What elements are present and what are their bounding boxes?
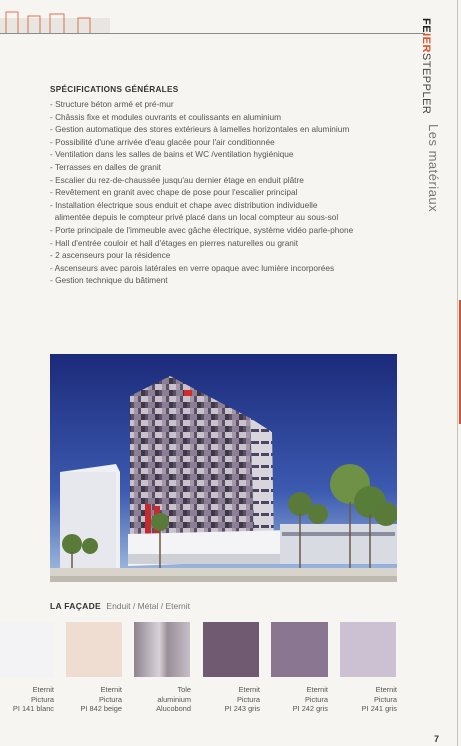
material-label [131, 685, 191, 714]
header-rule [0, 33, 425, 34]
material-swatch [134, 622, 190, 677]
material-line: PI 243 gris [224, 704, 260, 714]
list-item: - Hall d'entrée couloir et hall d'étages en pierres naturelles ou granit [50, 237, 299, 248]
material-line: Pictura [373, 694, 397, 704]
brand-part-3: STEPPLER [420, 52, 432, 115]
material-line: aluminium [157, 694, 191, 704]
facade-heading [50, 601, 190, 611]
material-line: Eternit [238, 685, 260, 694]
list-item: - Porte principale de l'immeuble avec gâche électrique, système vidéo parle-phone [50, 224, 354, 235]
specifications-list [50, 98, 410, 287]
specifications-section [50, 85, 410, 287]
brand-part-2: IER [420, 33, 432, 53]
material-line: PI 141 blanc [12, 704, 54, 714]
material-line: PI 242 gris [292, 704, 328, 714]
material-label [0, 685, 54, 714]
material-line: Tole [177, 685, 191, 694]
material-line: Pictura [30, 694, 54, 704]
material-swatch [340, 622, 396, 677]
material-swatch [0, 622, 54, 677]
list-item: - Installation électrique sous enduit et chape avec distribution individuelle [50, 199, 318, 210]
material-line: Eternit [32, 685, 54, 694]
section-tag: Les matériaux [426, 124, 441, 213]
material-line: Pictura [304, 694, 328, 704]
material-swatch [66, 622, 122, 677]
material-line: Eternit [375, 685, 397, 694]
list-item: - Gestion technique du bâtiment [50, 275, 168, 286]
material-line: Pictura [98, 694, 122, 704]
material-line: Pictura [236, 694, 260, 704]
facade-title: LA FAÇADE [50, 601, 102, 611]
page-number: 7 [434, 734, 440, 744]
list-item: - Possibilité d'une arrivée d'eau glacée pour l'air conditionnée [50, 136, 275, 147]
list-item: - Châssis fixe et modules ouvrants et coulissants en aluminium [50, 111, 282, 122]
material-line: PI 842 beige [80, 704, 122, 714]
material-line: Eternit [306, 685, 328, 694]
list-item: - Ventilation dans les salles de bains et WC /ventilation hygiénique [50, 149, 294, 160]
list-item: - Revêtement en granit avec chape de pose pour l'escalier principal [50, 187, 298, 198]
material-label [200, 685, 260, 714]
margin-rule [457, 0, 458, 746]
material-line: PI 241 gris [361, 704, 397, 714]
material-label [337, 685, 397, 714]
specifications-title: SPÉCIFICATIONS GÉNÉRALES [50, 85, 179, 94]
header-decoration [0, 0, 110, 34]
brand-part-1: FE [420, 18, 432, 34]
material-label [268, 685, 328, 714]
list-item: - Structure béton armé et pré-mur [50, 99, 174, 109]
list-item: - Escalier du rez-de-chaussée jusqu'au dernier étage en enduit plâtre [50, 174, 304, 185]
list-item: - Terrasses en dalles de granit [50, 161, 161, 172]
material-swatch [271, 622, 328, 677]
list-item: - 2 ascenseurs pour la résidence [50, 250, 171, 261]
material-label [62, 685, 122, 714]
building-rendering [50, 354, 397, 582]
material-line: Alucobond [156, 704, 191, 714]
material-swatch [203, 622, 259, 677]
material-line: Eternit [100, 685, 122, 694]
list-item: - Ascenseurs avec parois latérales en verre opaque avec lumière incorporées [50, 262, 335, 273]
list-item: - Gestion automatique des stores extérieurs à lamelles horizontales en aluminium [50, 124, 350, 135]
brand-logo [420, 18, 432, 114]
list-item: alimentée depuis le compteur privé placé dans un local compteur au sous-sol [50, 212, 339, 223]
facade-subtitle: Enduit / Métal / Eternit [106, 601, 191, 611]
